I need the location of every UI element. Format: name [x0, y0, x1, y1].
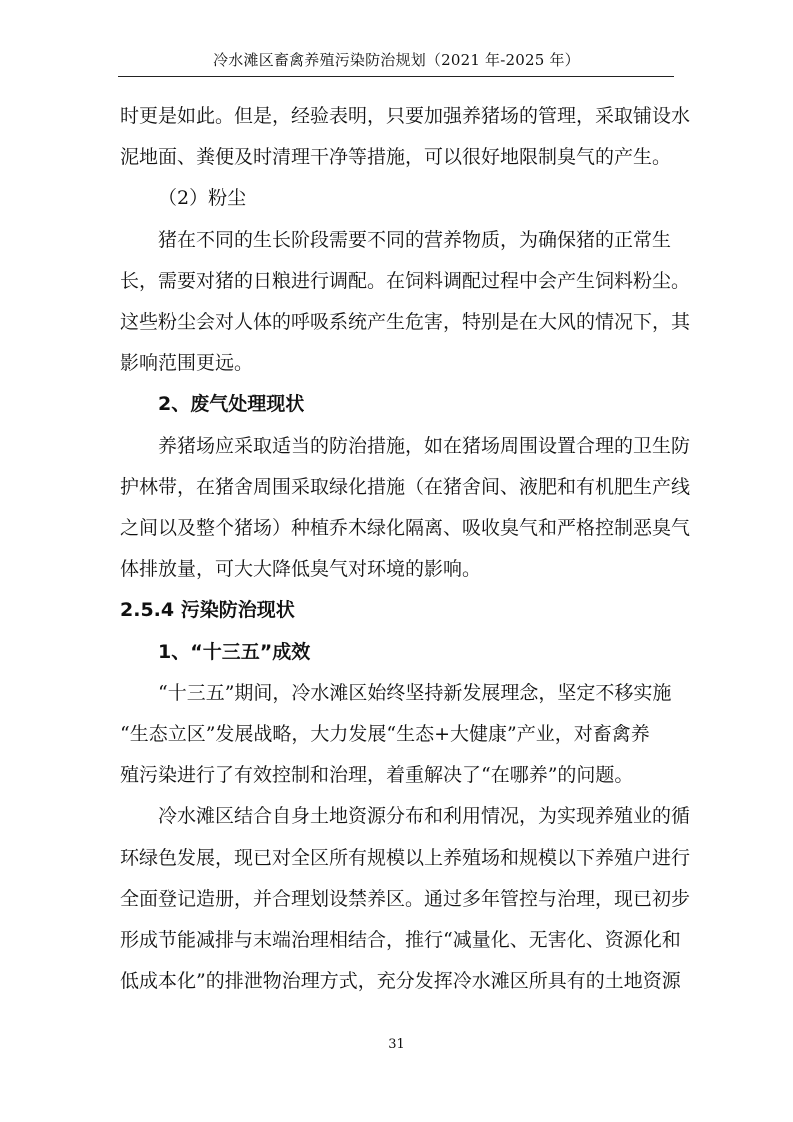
- paragraph-dust: [120, 220, 691, 385]
- running-header: 冷水滩区畜禽养殖污染防治规划（2021 年-2025 年）: [213, 51, 580, 69]
- text-line: 时更是如此。但是，经验表明，只要加强养猪场的管理，采取铺设水: [120, 105, 691, 127]
- page-content: [120, 96, 691, 1002]
- text-line: 体排放量，可大大降低臭气对环境的影响。: [120, 558, 482, 581]
- text-line: 形成节能减排与末端治理相结合，推行“减量化、无害化、资源化和: [120, 929, 681, 952]
- text-line: 全面登记造册，并合理划设禁养区。通过多年管控与治理，现已初步: [120, 887, 691, 910]
- section-heading: 2.5.4 污染防治现状: [120, 599, 295, 622]
- dust-heading-text: （2）粉尘: [158, 187, 247, 210]
- text-line: 猪在不同的生长阶段需要不同的营养物质，为确保猪的正常生: [158, 228, 672, 251]
- text-line: 之间以及整个猪场）种植乔木绿化隔离、吸收臭气和严格控制恶臭气: [120, 517, 691, 540]
- paragraph-land-resources: [120, 796, 691, 1002]
- text-line: 养猪场应采取适当的防治措施，如在猪场周围设置合理的卫生防: [158, 434, 691, 457]
- text-line: 低成本化”的排泄物治理方式，充分发挥冷水滩区所具有的土地资源: [120, 970, 681, 993]
- text-line: “生态立区”发展战略，大力发展“生态+大健康”产业，对畜禽养: [120, 723, 650, 746]
- waste-gas-heading: 2、废气处理现状: [158, 393, 305, 416]
- text-line: “十三五”期间，冷水滩区始终坚持新发展理念，坚定不移实施: [158, 681, 672, 704]
- text-line: 长，需要对猪的日粮进行调配。在饲料调配过程中会产生饲料粉尘。: [120, 269, 691, 292]
- text-line: 护林带，在猪舍周围采取绿化措施（在猪舍间、液肥和有机肥生产线: [120, 475, 691, 498]
- paragraph-odor-continued: [120, 96, 691, 178]
- text-line: 这些粉尘会对人体的呼吸系统产生危害，特别是在大风的情况下，其: [120, 311, 691, 334]
- page-number: 31: [388, 1037, 405, 1052]
- dust-heading: [120, 178, 675, 219]
- text-line: 殖污染进行了有效控制和治理，着重解决了“在哪养”的问题。: [120, 764, 634, 787]
- paragraph-thirteenth-plan: [120, 673, 675, 797]
- header-rule: [118, 76, 674, 77]
- text-line: 环绿色发展，现已对全区所有规模以上养殖场和规模以下养殖户进行: [120, 846, 691, 869]
- text-line: 影响范围更远。: [120, 352, 254, 375]
- text-line: 泥地面、粪便及时清理干净等措施，可以很好地限制臭气的产生。: [120, 146, 672, 169]
- text-line: 冷水滩区结合自身土地资源分布和利用情况，为实现养殖业的循: [158, 805, 691, 828]
- paragraph-waste-gas: [120, 426, 691, 591]
- sub-heading: 1、“十三五”成效: [158, 640, 311, 663]
